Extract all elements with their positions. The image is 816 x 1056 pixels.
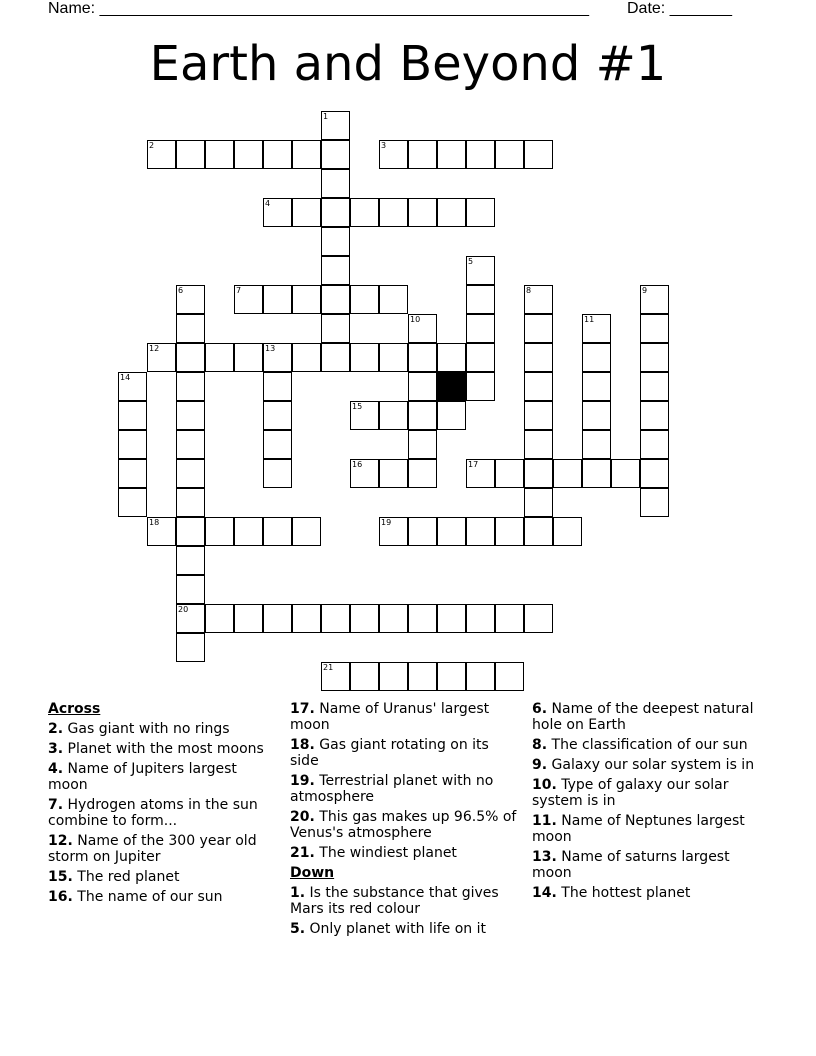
- letter-cell[interactable]: [176, 633, 205, 662]
- letter-cell[interactable]: [408, 343, 437, 372]
- letter-cell[interactable]: [176, 517, 205, 546]
- letter-cell[interactable]: [495, 662, 524, 691]
- letter-cell[interactable]: [466, 343, 495, 372]
- letter-cell[interactable]: [408, 372, 437, 401]
- letter-cell[interactable]: [466, 517, 495, 546]
- across-clue-15: [48, 869, 276, 885]
- letter-cell[interactable]: [321, 285, 350, 314]
- letter-cell[interactable]: [524, 517, 553, 546]
- letter-cell[interactable]: [408, 140, 437, 169]
- clue-number-label: 19: [381, 518, 392, 527]
- letter-cell[interactable]: [466, 372, 495, 401]
- clue-number: 4.: [48, 761, 64, 777]
- clue-column-2: [290, 701, 518, 941]
- clue-number: 13.: [532, 849, 557, 865]
- clue-number-label: 10: [410, 315, 421, 324]
- letter-cell[interactable]: [263, 372, 292, 401]
- clue-text: Name of Jupiters largest moon: [48, 761, 237, 793]
- across-clue-2: [48, 721, 276, 737]
- clue-text: Terrestrial planet with no atmosphere: [290, 773, 494, 805]
- letter-cell[interactable]: [553, 517, 582, 546]
- clue-number: 21.: [290, 845, 315, 861]
- letter-cell[interactable]: [437, 662, 466, 691]
- letter-cell[interactable]: [350, 604, 379, 633]
- across-clue-17: [290, 701, 518, 733]
- puzzle-title: Earth and Beyond #1: [149, 36, 667, 92]
- clue-text: The classification of our sun: [551, 737, 748, 753]
- clue-text: Name of Uranus' largest moon: [290, 701, 490, 733]
- clue-number-label: 11: [584, 315, 595, 324]
- letter-cell[interactable]: [495, 604, 524, 633]
- clue-number: 1.: [290, 885, 306, 901]
- letter-cell[interactable]: [379, 604, 408, 633]
- letter-cell[interactable]: [495, 517, 524, 546]
- letter-cell[interactable]: [263, 604, 292, 633]
- letter-cell[interactable]: [640, 401, 669, 430]
- letter-cell[interactable]: [524, 430, 553, 459]
- letter-cell[interactable]: [292, 604, 321, 633]
- clue-text: Gas giant with no rings: [67, 721, 230, 737]
- letter-cell[interactable]: [350, 285, 379, 314]
- clue-number-label: 12: [149, 344, 160, 353]
- clue-number: 6.: [532, 701, 548, 717]
- down-clue-14: [532, 885, 764, 901]
- letter-cell[interactable]: [379, 343, 408, 372]
- across-clue-18: [290, 737, 518, 769]
- letter-cell[interactable]: [524, 285, 553, 314]
- clue-text: Name of the deepest natural hole on Earth: [532, 701, 754, 733]
- clue-column-1: [48, 701, 276, 909]
- letter-cell[interactable]: [118, 401, 147, 430]
- letter-cell[interactable]: [466, 314, 495, 343]
- letter-cell[interactable]: [350, 198, 379, 227]
- across-clue-19: [290, 773, 518, 805]
- letter-cell[interactable]: [466, 662, 495, 691]
- letter-cell[interactable]: [176, 488, 205, 517]
- letter-cell[interactable]: [350, 401, 379, 430]
- clue-text: Name of the 300 year old storm on Jupiter: [48, 833, 257, 865]
- across-clue-7: [48, 797, 276, 829]
- clue-number-label: 15: [352, 402, 363, 411]
- down-clue-11: [532, 813, 764, 845]
- letter-cell[interactable]: [640, 430, 669, 459]
- letter-cell[interactable]: [205, 343, 234, 372]
- letter-cell[interactable]: [234, 140, 263, 169]
- clue-text: Name of saturns largest moon: [532, 849, 730, 881]
- letter-cell[interactable]: [379, 285, 408, 314]
- down-heading: Down: [290, 865, 335, 881]
- clue-number: 9.: [532, 757, 548, 773]
- clue-number: 20.: [290, 809, 315, 825]
- clue-text: Gas giant rotating on its side: [290, 737, 489, 769]
- letter-cell[interactable]: [321, 169, 350, 198]
- letter-cell[interactable]: [118, 430, 147, 459]
- clue-number-label: 7: [236, 286, 242, 295]
- letter-cell[interactable]: [147, 343, 176, 372]
- letter-cell[interactable]: [176, 314, 205, 343]
- letter-cell[interactable]: [292, 285, 321, 314]
- letter-cell[interactable]: [640, 372, 669, 401]
- letter-cell[interactable]: [379, 401, 408, 430]
- letter-cell[interactable]: [234, 517, 263, 546]
- letter-cell[interactable]: [379, 662, 408, 691]
- clue-number: 17.: [290, 701, 315, 717]
- letter-cell[interactable]: [437, 517, 466, 546]
- across-clue-3: [48, 741, 276, 757]
- letter-cell[interactable]: [176, 401, 205, 430]
- letter-cell[interactable]: [466, 604, 495, 633]
- letter-cell[interactable]: [176, 575, 205, 604]
- clue-number-label: 18: [149, 518, 160, 527]
- letter-cell[interactable]: [263, 343, 292, 372]
- letter-cell[interactable]: [437, 343, 466, 372]
- letter-cell[interactable]: [263, 198, 292, 227]
- clue-number-label: 21: [323, 663, 334, 672]
- clue-number: 16.: [48, 889, 73, 905]
- black-cell: [437, 372, 466, 401]
- letter-cell[interactable]: [263, 517, 292, 546]
- letter-cell[interactable]: [640, 488, 669, 517]
- clue-text: Galaxy our solar system is in: [551, 757, 755, 773]
- clue-column-3: [532, 701, 764, 905]
- letter-cell[interactable]: [437, 198, 466, 227]
- letter-cell[interactable]: [524, 459, 553, 488]
- clue-text: Hydrogen atoms in the sun combine to form...: [48, 797, 258, 829]
- across-clue-20: [290, 809, 518, 841]
- letter-cell[interactable]: [321, 343, 350, 372]
- letter-cell[interactable]: [176, 546, 205, 575]
- clue-text: The name of our sun: [77, 889, 223, 905]
- letter-cell[interactable]: [176, 343, 205, 372]
- clue-text: The red planet: [77, 869, 180, 885]
- letter-cell[interactable]: [582, 401, 611, 430]
- letter-cell[interactable]: [524, 401, 553, 430]
- letter-cell[interactable]: [408, 604, 437, 633]
- letter-cell[interactable]: [176, 604, 205, 633]
- letter-cell[interactable]: [495, 459, 524, 488]
- clue-number: 18.: [290, 737, 315, 753]
- letter-cell[interactable]: [118, 459, 147, 488]
- letter-cell[interactable]: [321, 227, 350, 256]
- letter-cell[interactable]: [379, 198, 408, 227]
- clue-text: The hottest planet: [561, 885, 691, 901]
- across-heading: Across: [48, 701, 101, 717]
- letter-cell[interactable]: [205, 604, 234, 633]
- letter-cell[interactable]: [524, 488, 553, 517]
- letter-cell[interactable]: [408, 459, 437, 488]
- letter-cell[interactable]: [408, 314, 437, 343]
- clue-number-label: 6: [178, 286, 184, 295]
- letter-cell[interactable]: [524, 372, 553, 401]
- letter-cell[interactable]: [582, 372, 611, 401]
- letter-cell[interactable]: [234, 285, 263, 314]
- clue-number-label: 9: [642, 286, 648, 295]
- letter-cell[interactable]: [263, 140, 292, 169]
- letter-cell[interactable]: [176, 430, 205, 459]
- letter-cell[interactable]: [524, 140, 553, 169]
- across-clue-12: [48, 833, 276, 865]
- clue-number-label: 13: [265, 344, 276, 353]
- letter-cell[interactable]: [582, 314, 611, 343]
- letter-cell[interactable]: [524, 343, 553, 372]
- letter-cell[interactable]: [205, 140, 234, 169]
- clue-text: Is the substance that gives Mars its red colour: [290, 885, 499, 917]
- letter-cell[interactable]: [350, 343, 379, 372]
- letter-cell[interactable]: [147, 517, 176, 546]
- clue-number: 2.: [48, 721, 64, 737]
- letter-cell[interactable]: [524, 604, 553, 633]
- letter-cell[interactable]: [379, 517, 408, 546]
- letter-cell[interactable]: [292, 343, 321, 372]
- letter-cell[interactable]: [437, 401, 466, 430]
- letter-cell[interactable]: [147, 140, 176, 169]
- letter-cell[interactable]: [466, 285, 495, 314]
- letter-cell[interactable]: [408, 401, 437, 430]
- letter-cell[interactable]: [292, 198, 321, 227]
- letter-cell[interactable]: [321, 662, 350, 691]
- clue-number: 10.: [532, 777, 557, 793]
- down-clue-9: [532, 757, 764, 773]
- clue-number-label: 1: [323, 112, 329, 121]
- clue-number-label: 2: [149, 141, 155, 150]
- letter-cell[interactable]: [321, 111, 350, 140]
- clue-number: 11.: [532, 813, 557, 829]
- across-clue-21: [290, 845, 518, 861]
- clue-text: The windiest planet: [319, 845, 457, 861]
- letter-cell[interactable]: [321, 314, 350, 343]
- letter-cell[interactable]: [640, 314, 669, 343]
- letter-cell[interactable]: [466, 140, 495, 169]
- letter-cell[interactable]: [466, 256, 495, 285]
- letter-cell[interactable]: [118, 372, 147, 401]
- clue-text: Name of Neptunes largest moon: [532, 813, 745, 845]
- clue-number-label: 17: [468, 460, 479, 469]
- letter-cell[interactable]: [321, 256, 350, 285]
- clue-number-label: 20: [178, 605, 189, 614]
- across-clue-16: [48, 889, 276, 905]
- clue-text: This gas makes up 96.5% of Venus's atmosphere: [290, 809, 517, 841]
- clue-number: 8.: [532, 737, 548, 753]
- letter-cell[interactable]: [118, 488, 147, 517]
- letter-cell[interactable]: [234, 604, 263, 633]
- letter-cell[interactable]: [640, 285, 669, 314]
- letter-cell[interactable]: [466, 459, 495, 488]
- clue-number: 15.: [48, 869, 73, 885]
- clue-number: 3.: [48, 741, 64, 757]
- letter-cell[interactable]: [553, 459, 582, 488]
- clue-number-label: 8: [526, 286, 532, 295]
- letter-cell[interactable]: [176, 459, 205, 488]
- down-clue-1: [290, 885, 518, 917]
- clue-number: 7.: [48, 797, 64, 813]
- clue-number: 5.: [290, 921, 306, 937]
- clue-number-label: 5: [468, 257, 474, 266]
- clue-number-label: 14: [120, 373, 131, 382]
- letter-cell[interactable]: [437, 140, 466, 169]
- letter-cell[interactable]: [263, 459, 292, 488]
- clue-number-label: 16: [352, 460, 363, 469]
- letter-cell[interactable]: [611, 459, 640, 488]
- letter-cell[interactable]: [321, 198, 350, 227]
- letter-cell[interactable]: [582, 459, 611, 488]
- letter-cell[interactable]: [263, 430, 292, 459]
- clue-text: Planet with the most moons: [67, 741, 264, 757]
- letter-cell[interactable]: [582, 430, 611, 459]
- letter-cell[interactable]: [640, 459, 669, 488]
- letter-cell[interactable]: [292, 517, 321, 546]
- name-field-label: Name: _______________________________________________________: [48, 0, 589, 17]
- letter-cell[interactable]: [582, 343, 611, 372]
- clue-number-label: 3: [381, 141, 387, 150]
- across-clue-4: [48, 761, 276, 793]
- letter-cell[interactable]: [495, 140, 524, 169]
- letter-cell[interactable]: [263, 285, 292, 314]
- letter-cell[interactable]: [350, 662, 379, 691]
- letter-cell[interactable]: [379, 459, 408, 488]
- letter-cell[interactable]: [176, 372, 205, 401]
- letter-cell[interactable]: [640, 343, 669, 372]
- down-clue-13: [532, 849, 764, 881]
- letter-cell[interactable]: [466, 198, 495, 227]
- date-field-label: Date: _______: [627, 0, 732, 17]
- letter-cell[interactable]: [234, 343, 263, 372]
- letter-cell[interactable]: [176, 140, 205, 169]
- letter-cell[interactable]: [321, 604, 350, 633]
- letter-cell[interactable]: [321, 140, 350, 169]
- clue-text: Type of galaxy our solar system is in: [532, 777, 729, 809]
- letter-cell[interactable]: [205, 517, 234, 546]
- clue-number: 19.: [290, 773, 315, 789]
- letter-cell[interactable]: [408, 517, 437, 546]
- down-clue-5: [290, 921, 518, 937]
- down-clue-8: [532, 737, 764, 753]
- down-clue-10: [532, 777, 764, 809]
- letter-cell[interactable]: [379, 140, 408, 169]
- letter-cell[interactable]: [263, 401, 292, 430]
- clue-number: 12.: [48, 833, 73, 849]
- letter-cell[interactable]: [350, 459, 379, 488]
- letter-cell[interactable]: [408, 430, 437, 459]
- clue-number-label: 4: [265, 199, 271, 208]
- clue-text: Only planet with life on it: [309, 921, 487, 937]
- letter-cell[interactable]: [176, 285, 205, 314]
- down-clue-6: [532, 701, 764, 733]
- letter-cell[interactable]: [292, 140, 321, 169]
- letter-cell[interactable]: [437, 604, 466, 633]
- letter-cell[interactable]: [408, 198, 437, 227]
- letter-cell[interactable]: [408, 662, 437, 691]
- clue-number: 14.: [532, 885, 557, 901]
- letter-cell[interactable]: [524, 314, 553, 343]
